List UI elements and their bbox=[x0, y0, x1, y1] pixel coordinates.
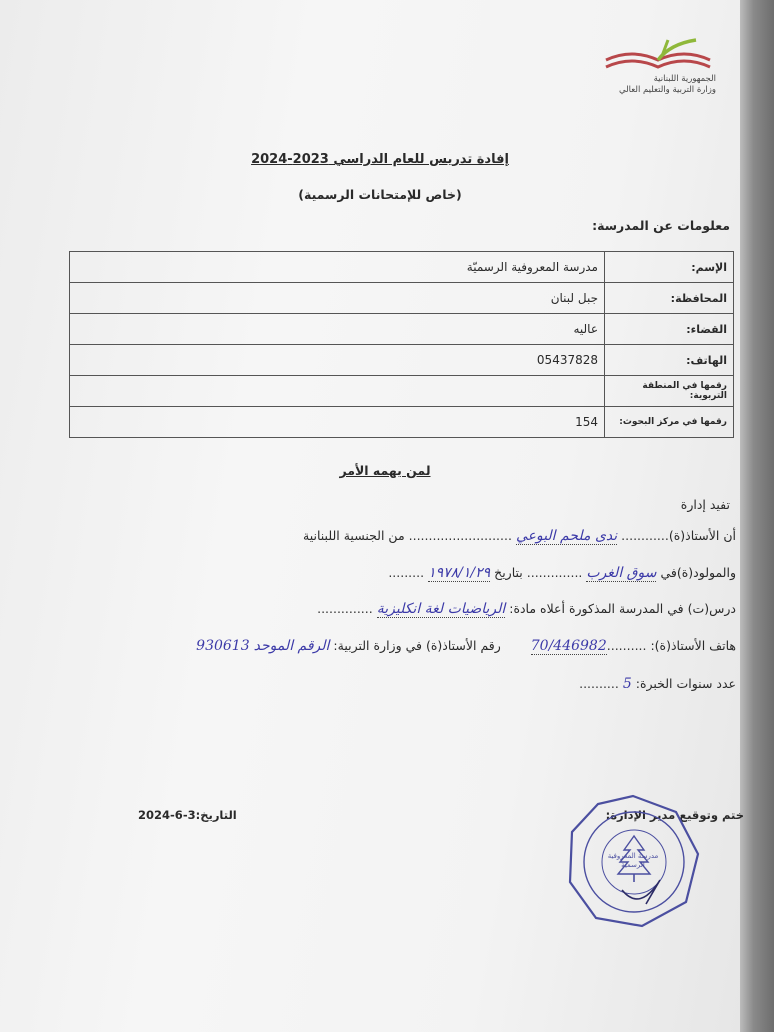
value-phone: 05437828 bbox=[70, 345, 605, 376]
school-stamp bbox=[564, 792, 702, 930]
phone-line: هاتف الأستاذ(ة): ..........70/446982 رقم الأستاذ(ة) في وزارة التربية: الرقم الموحد 930613 bbox=[196, 638, 736, 654]
experience-line: عدد سنوات الخبرة: 5 .......... bbox=[579, 676, 736, 692]
logo-line-1: الجمهورية اللبنانية bbox=[653, 74, 716, 84]
birth-date-handwritten: ١٩٧٨/١/٢٩ bbox=[428, 565, 491, 581]
label-region-number: رقمها في المنطقة التربوية: bbox=[605, 376, 734, 407]
label-phone: الهاتف: bbox=[605, 345, 734, 376]
ministry-number-handwritten: 930613 bbox=[196, 638, 250, 654]
document-subtitle: (خاص للإمتحانات الرسمية) bbox=[298, 187, 462, 202]
table-row bbox=[70, 376, 734, 407]
birth-line: والمولود(ة)في سوق الغرب .............. بتاريخ ١٩٧٨/١/٢٩ ......... bbox=[388, 565, 736, 581]
signature-label: ختم وتوقيع مدير الإدارة: bbox=[605, 808, 744, 822]
label-research-center-number: رقمها في مركز البحوث: bbox=[605, 407, 734, 438]
table-row bbox=[70, 314, 734, 345]
label-governorate: المحافظة: bbox=[605, 283, 734, 314]
ministry-logo bbox=[598, 34, 716, 106]
table-row bbox=[70, 252, 734, 283]
value-governorate: جبل لبنان bbox=[70, 283, 605, 314]
birth-prefix: والمولود(ة)في bbox=[660, 565, 736, 580]
logo-line-2: وزارة التربية والتعليم العالي bbox=[618, 85, 716, 95]
value-name: مدرسة المعروفية الرسميّة bbox=[70, 252, 605, 283]
value-research-center-number: 154 bbox=[70, 407, 605, 438]
subject-line: درس(ت) في المدرسة المذكورة أعلاه مادة: الرياضيات لغة انكليزية .............. bbox=[317, 601, 736, 617]
value-region-number bbox=[70, 376, 605, 407]
table-row bbox=[70, 283, 734, 314]
birth-place-handwritten: سوق الغرب bbox=[586, 565, 657, 581]
nationality-text: من الجنسية اللبنانية bbox=[303, 528, 405, 543]
table-row bbox=[70, 345, 734, 376]
ministry-number-label: رقم الأستاذ(ة) في وزارة التربية: bbox=[333, 638, 501, 653]
birth-date-label: بتاريخ bbox=[494, 565, 523, 580]
date-label: التاريخ:3-6-2024 bbox=[138, 808, 237, 822]
ministry-prefix-handwritten: الرقم الموحد bbox=[253, 638, 330, 654]
intro-text: تفيد إدارة bbox=[680, 497, 730, 512]
subject-handwritten: الرياضيات لغة انكليزية bbox=[376, 601, 506, 617]
phone-handwritten: 70/446982 bbox=[530, 638, 607, 654]
school-info-heading: معلومات عن المدرسة: bbox=[592, 218, 730, 233]
table-row bbox=[70, 407, 734, 438]
to-whom-heading: لمن يهمه الأمر bbox=[339, 463, 431, 478]
book-emblem-icon bbox=[598, 34, 716, 76]
page-edge-shadow bbox=[740, 0, 774, 1032]
subject-prefix: درس(ت) في المدرسة المذكورة أعلاه مادة: bbox=[509, 601, 736, 616]
teacher-name-handwritten: ندى ملحم البوعي bbox=[515, 528, 618, 544]
teacher-prefix: أن الأستاذ(ة) bbox=[668, 528, 736, 543]
dotted-leader: ............ bbox=[621, 528, 669, 543]
label-district: القضاء: bbox=[605, 314, 734, 345]
teacher-line: أن الأستاذ(ة)............ ندى ملحم البوعي .......................... من الجنسية اللبنانية bbox=[303, 528, 736, 544]
label-name: الإسم: bbox=[605, 252, 734, 283]
experience-handwritten: 5 bbox=[622, 676, 632, 692]
phone-label: هاتف الأستاذ(ة): bbox=[650, 638, 736, 653]
document-title: إفادة تدريس للعام الدراسي 2023-2024 bbox=[251, 152, 509, 167]
value-district: عاليه bbox=[70, 314, 605, 345]
stamp-text: مدرسة المعروفية الرسمية bbox=[607, 852, 659, 869]
school-info-table bbox=[69, 251, 734, 438]
experience-prefix: عدد سنوات الخبرة: bbox=[635, 676, 736, 691]
